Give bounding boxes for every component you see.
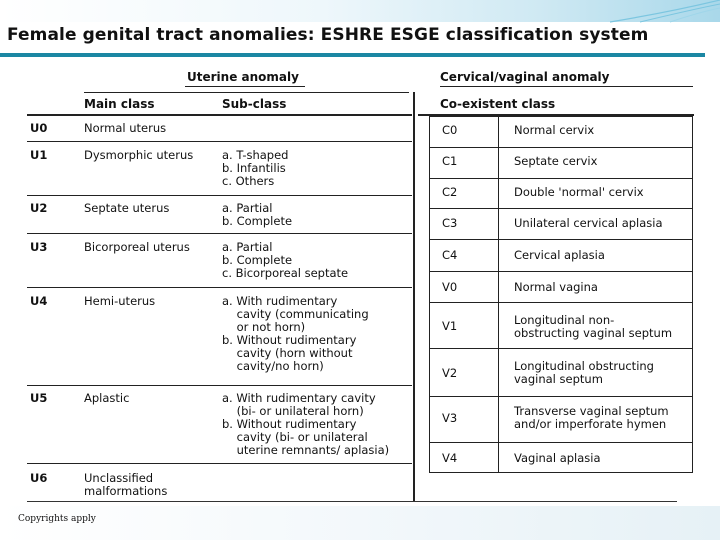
table-bottom-rule <box>27 501 677 502</box>
vaginal-description: Normal vagina <box>514 280 598 294</box>
header-cervical-vaginal-anomaly: Cervical/vaginal anomaly <box>440 70 610 84</box>
vaginal-description: Longitudinal non- obstructing vaginal septum <box>514 313 673 340</box>
uterine-main-class: Hemi-uterus <box>84 294 156 308</box>
footer-band <box>0 506 720 540</box>
uterine-code: U0 <box>30 121 48 135</box>
header-rule-bottom-left <box>27 114 412 116</box>
row-rule <box>429 208 693 209</box>
header-uterine-anomaly: Uterine anomaly <box>187 70 299 84</box>
page-title: Female genital tract anomalies: ESHRE ESGE classification system <box>7 25 649 45</box>
row-rule <box>27 141 412 142</box>
uterine-code: U3 <box>30 240 48 254</box>
vaginal-description: Vaginal aplasia <box>514 451 601 465</box>
cervical-description: Septate cervix <box>514 154 598 168</box>
cervical-code: C3 <box>442 216 458 230</box>
row-rule <box>27 463 412 464</box>
cervical-code: C4 <box>442 248 458 262</box>
uterine-sub-class: a. With rudimentary cavity (communicating or not horn) b. Without rudimentary cavity (horn without cavity/no horn) <box>222 294 369 373</box>
uterine-main-class: Unclassified malformations <box>84 471 168 498</box>
uterine-code: U1 <box>30 148 48 162</box>
row-rule <box>27 385 412 386</box>
header-coexistent-class: Co-existent class <box>440 97 556 111</box>
cervical-description: Cervical aplasia <box>514 248 605 262</box>
uterine-code: U6 <box>30 471 48 485</box>
vaginal-code: V4 <box>442 451 458 465</box>
copyright-notice: Copyrights apply <box>18 514 96 524</box>
row-rule <box>429 396 693 397</box>
uterine-sub-class: a. T-shaped b. Infantilis c. Others <box>222 148 289 188</box>
row-rule <box>27 195 412 196</box>
header-rule-top <box>84 92 409 93</box>
vaginal-code: V3 <box>442 411 458 425</box>
vaginal-code: V2 <box>442 366 458 380</box>
row-rule <box>27 233 412 234</box>
uterine-main-class: Dysmorphic uterus <box>84 148 194 162</box>
row-rule <box>429 147 693 148</box>
uterine-code: U5 <box>30 391 48 405</box>
cervical-code: C2 <box>442 185 458 199</box>
uterine-main-class: Normal uterus <box>84 121 167 135</box>
header-main-class: Main class <box>84 97 155 111</box>
vaginal-code: V0 <box>442 280 458 294</box>
row-rule <box>27 287 412 288</box>
header-rule-cervical <box>440 86 693 87</box>
cervical-column-rule <box>498 116 499 473</box>
uterine-code: U2 <box>30 201 48 215</box>
uterine-main-class: Bicorporeal uterus <box>84 240 190 254</box>
uterine-sub-class: a. With rudimentary cavity (bi- or unilateral horn) b. Without rudimentary cavity (bi- or unilateral uterine remnants/ aplasia) <box>222 391 390 457</box>
row-rule <box>429 348 693 349</box>
row-rule <box>429 271 693 272</box>
cervical-description: Unilateral cervical aplasia <box>514 216 663 230</box>
row-rule <box>429 239 693 240</box>
uterine-main-class: Septate uterus <box>84 201 170 215</box>
vaginal-description: Transverse vaginal septum and/or imperforate hymen <box>514 404 669 431</box>
uterine-sub-class: a. Partial b. Complete <box>222 201 293 228</box>
title-underline <box>0 53 705 57</box>
uterine-code: U4 <box>30 294 48 308</box>
cervical-description: Normal cervix <box>514 123 595 137</box>
header-sub-class: Sub-class <box>222 97 287 111</box>
uterine-main-class: Aplastic <box>84 391 130 405</box>
header-rule-uterine <box>185 86 305 87</box>
uterine-sub-class: a. Partial b. Complete c. Bicorporeal septate <box>222 240 349 280</box>
row-rule <box>429 442 693 443</box>
vaginal-description: Longitudinal obstructing vaginal septum <box>514 359 654 386</box>
row-rule <box>429 302 693 303</box>
cervical-code: C0 <box>442 123 458 137</box>
row-rule <box>429 178 693 179</box>
cervical-code: C1 <box>442 154 458 168</box>
section-divider <box>413 92 415 502</box>
vaginal-code: V1 <box>442 319 458 333</box>
cervical-description: Double 'normal' cervix <box>514 185 644 199</box>
